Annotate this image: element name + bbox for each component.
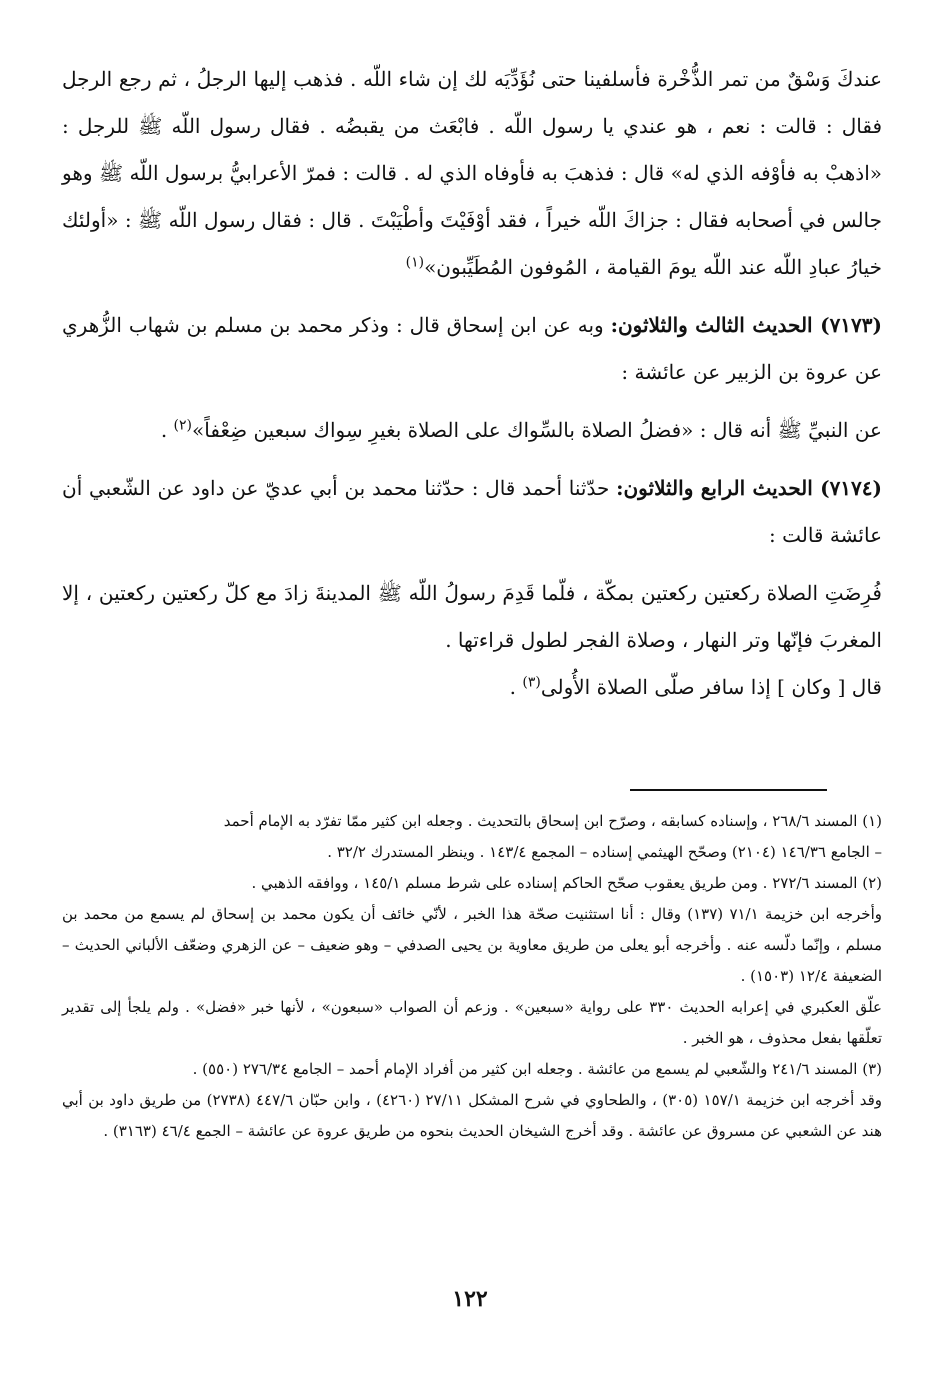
- paragraph-hadith-7173-text: عن النبيِّ ﷺ أنه قال : «فضلُ الصلاة بالسِّواك على الصلاة بغيرِ سِواك سبعين ضِعْفاً»$^{(٢)}$ .: [160, 417, 882, 442]
- paragraph-hadith-7174-text: فُرِضَتِ الصلاة ركعتين ركعتين بمكّة ، فلّما قَدِمَ رسولُ اللّه ﷺ المدينةَ زادَ مع كلّ ركعتين ركعتين ، إلا المغربَ فإنّها وتر النهار ، وصلاة الفجر لطول قراءتها .: [62, 581, 882, 652]
- paragraph-hadith-7174: (٧١٧٤) الحديث الرابع والثلاثون: حدّثنا أحمد قال : حدّثنا محمد بن أبي عديّ عن داود عن الشّعبي أن عائشة قالت :: [62, 476, 882, 547]
- footnote-1-line-2: – الجامع ١٤٦/٣٦ (٢١٠٤) وصحّح الهيثمي إسناده – المجمع ١٤٣/٤ . وينظر المستدرك ٣٢/٢ .: [327, 843, 882, 861]
- footnote-2-line-1: (٢) المسند ٢٧٢/٦ . ومن طريق يعقوب صحّح الحاكم إسناده على شرط مسلم ١٤٥/١ ، ووافقه الذهبي .: [251, 874, 882, 892]
- paragraph-hadith-7173: (٧١٧٣) الحديث الثالث والثلاثون: وبه عن ابن إسحاق قال : وذكر محمد بن مسلم بن شهاب الزُّهري عن عروة بن الزبير عن عائشة :: [62, 313, 882, 384]
- hadith-heading-7174: (٧١٧٤) الحديث الرابع والثلاثون:: [616, 476, 882, 500]
- paragraph-hadith-continuation: عندكَ وَسْقٌ من تمر الذُّخْرة فأسلفينا حتى نُؤَدِّيَه لك إن شاء اللّه . فذهب إليها الرجلُ ، ثم رجع الرجل فقال : قالت : نعم ، هو عندي يا رسول اللّه . فابْعَث من يقبضُه . فقال رسول اللّه ﷺ للرجل : «اذهبْ به فأوْفه الذي له» قال : فذهبَ به فأوفاه الذي له . قالت : فمرّ الأعرابيُّ برسول اللّه ﷺ وهو جالس في أصحابه فقال : جزاكَ اللّه خيراً ، فقد أوْفَيْتَ وأطْيَبْتَ . قال : فقال رسول اللّه ﷺ : «أولئك خيارُ عبادِ اللّه عند اللّه يومَ القيامة ، المُوفون المُطَيِّبون»$^{(١)}$: [62, 67, 883, 279]
- main-text: [62, 56, 882, 711]
- footnote-divider: [630, 789, 827, 791]
- hadith-heading-7173: (٧١٧٣) الحديث الثالث والثلاثون:: [610, 313, 882, 337]
- footnote-3-para-1: (٣) المسند ٢٤١/٦ والشّعبي لم يسمع من عائشة . وجعله ابن كثير من أفراد الإمام أحمد – الجامع ٢٧٦/٣٤ (٥٥٠) .: [192, 1060, 882, 1078]
- footnote-ref-2[interactable]: (٢): [173, 417, 193, 434]
- footnote-3-para-2: وقد أخرجه ابن خزيمة ١٥٧/١ (٣٠٥) ، والطحاوي في شرح المشكل ٢٧/١١ (٤٢٦٠) ، وابن حبّان ٤٤٧/٦ (٢٧٣٨) من طريق داود بن أبي هند عن الشعبي عن مسروق عن عائشة . وقد أخرج الشيخان الحديث بنحوه من طريق عروة عن عائشة – الجمع ٤٦/٤ (٣١٦٣) .: [62, 1091, 882, 1140]
- paragraph-hadith-7174-travel: قال [ وكان ] إذا سافر صلّى الصلاة الأُولى$^{(٣)}$ .: [509, 674, 882, 699]
- footnote-ref-1[interactable]: (١): [405, 254, 425, 271]
- footnotes: [62, 806, 882, 1147]
- footnote-2-para-3: علّق العكبري في إعرابه الحديث ٣٣٠ على رواية «سبعين» . وزعم أن الصواب «سبعون» ، لأنها خبر «فضل» . ولم يلجأ إلى تقدير تعلّقها بفعل محذوف ، هو الخبر .: [62, 998, 882, 1047]
- footnote-2-para-2: وأخرجه ابن خزيمة ٧١/١ (١٣٧) وقال : أنا استثنيت صحّة هذا الخبر ، لأنّي خائف أن يكون محمد بن إسحاق لم يسمع من محمد بن مسلم ، وإنّما دلّسه عنه . وأخرجه أبو يعلى من طريق معاوية بن يحيى الصدفي – وهو ضعيف – عن الزهري وضعّف الألباني الحديث – الضعيفة ١٢/٤ (١٥٠٣) .: [62, 905, 882, 985]
- footnote-ref-3[interactable]: (٣): [522, 674, 541, 691]
- footnote-1-line-1: (١) المسند ٢٦٨/٦ ، وإسناده كسابقه ، وصرّح ابن إسحاق بالتحديث . وجعله ابن كثير ممّا تفرّد به الإمام أحمد: [223, 812, 882, 830]
- page-number: ١٢٢: [452, 1286, 488, 1312]
